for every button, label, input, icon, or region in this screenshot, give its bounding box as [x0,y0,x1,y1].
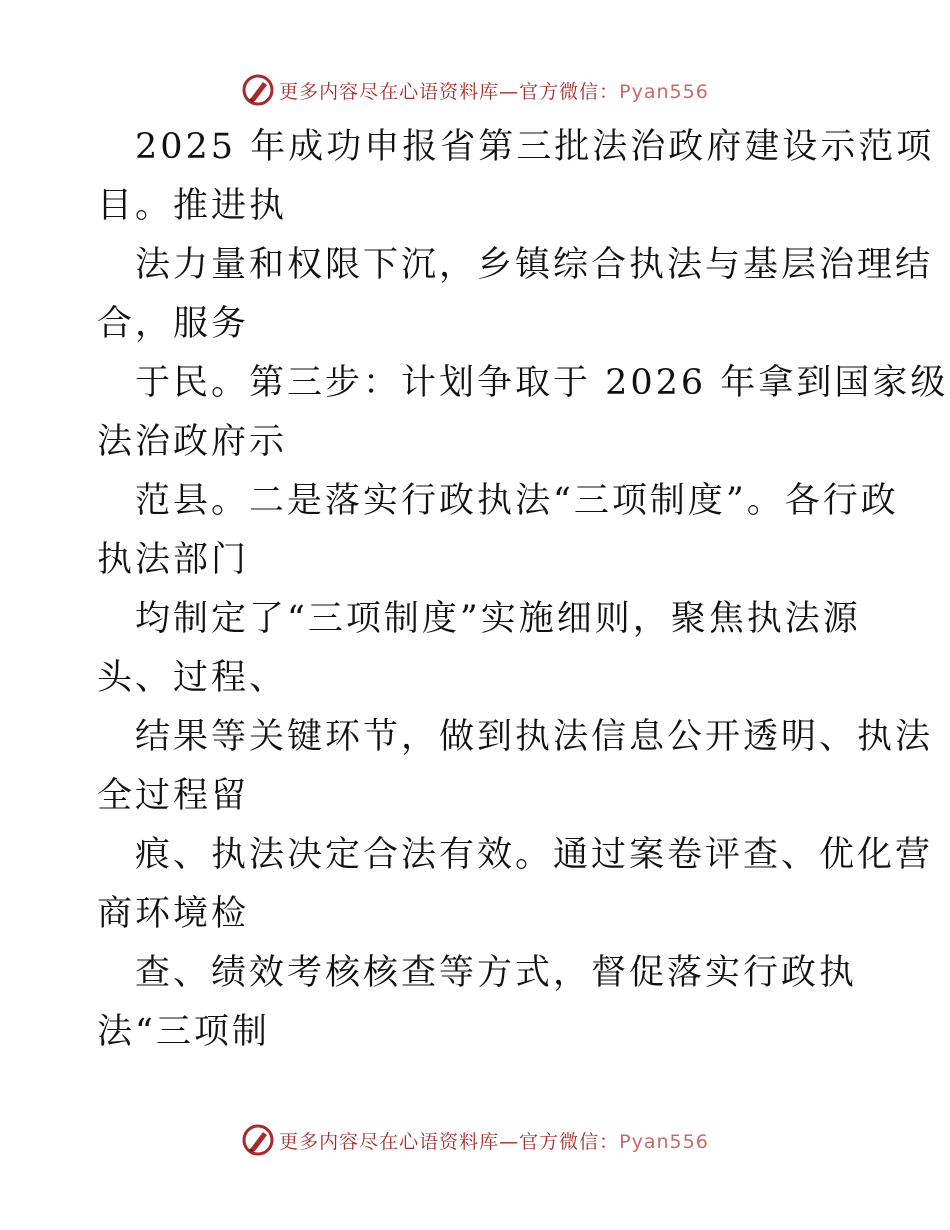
text-line: 执法部门 [97,540,250,580]
text-line: 2025 年成功申报省第三批法治政府建设示范项 [135,127,935,167]
text-line: 法“三项制 [97,1012,270,1052]
pen-logo-icon [241,1123,275,1157]
text-line: 目。推进执 [97,186,288,226]
text-line: 痕、执法决定合法有效。通过案卷评查、优化营 [135,835,934,875]
body-text [97,118,949,1062]
header-watermark-banner [0,70,950,110]
text-line: 于民。第三步：计划争取于 2026 年拿到国家级 [135,363,949,403]
text-line: 范县。二是落实行政执法“三项制度”。各行政 [135,481,899,521]
pen-logo-icon [241,73,275,107]
header-banner-text: 更多内容尽在心语资料库—官方微信：Pyan556 [279,80,709,103]
text-line: 头、过程、 [97,658,288,698]
footer-banner-text: 更多内容尽在心语资料库—官方微信：Pyan556 [279,1130,709,1153]
footer-watermark-banner [0,1120,950,1160]
text-line: 结果等关键环节，做到执法信息公开透明、执法 [135,717,934,757]
text-line: 合，服务 [97,304,250,344]
text-line: 均制定了“三项制度”实施细则，聚焦执法源 [135,599,861,639]
text-line: 法治政府示 [97,422,288,462]
text-line: 商环境检 [97,894,250,934]
text-line: 查、绩效考核核查等方式，督促落实行政执 [135,953,858,993]
text-line: 全过程留 [97,776,250,816]
text-line: 法力量和权限下沉，乡镇综合执法与基层治理结 [135,245,934,285]
